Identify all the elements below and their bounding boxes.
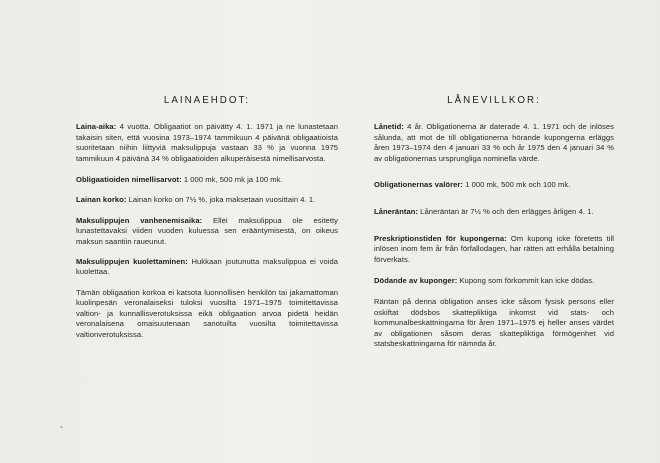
term-text: Om kupong icke företetts till inlösen inom fem år från förfallodagen, har rätten att erhålla betalning förverkats. [374, 233, 614, 264]
tax-paragraph [76, 288, 338, 340]
finnish-heading: LAINAEHDOT: [163, 95, 251, 106]
term-text: Kupong som förkommit kan icke dödas. [457, 276, 595, 286]
term-text: 4 år. Obligationerna är daterade 4. 1. 1971 och de inlöses sålunda, att mot de till obligationerna hörande kupongerna erläggs åren 1973–1974 den 4 januari 33 % och år 1975 den 4 januari 34 % av obligationernas ursprungliga nominella värde. [374, 122, 614, 163]
term-label: Obligaatioiden nimellisarvot: [76, 175, 182, 185]
coupon-cancellation-paragraph [374, 276, 614, 286]
term-label: Lainan korko: [76, 195, 127, 205]
paper-speck [60, 426, 63, 428]
term-text: 1 000 mk, 500 mk och 100 mk. [462, 180, 571, 190]
term-label: Låneräntan: [374, 207, 419, 217]
term-label: Lånetid: [374, 122, 404, 132]
nominal-values-paragraph [374, 180, 614, 190]
term-text: Tämän obligaation korkoa ei katsota luonnollisen henkilön tai jakamattoman kuolinpesän veronalaiseksi tuloksi vuosilta 1971–1975 toimitettavissa valtion- ja kunnallisverotuksissa eikä obligaation arvoa pidetä heidän veronalaisena omaisuutenaan sanotuilta vuosilta toimitettavissa valtionverotuksissa. [76, 287, 338, 339]
term-text: Hukkaan joutunutta maksulippua ei voida kuolettaa. [76, 257, 338, 277]
term-label: Dödande av kuponger: [374, 276, 458, 286]
term-label: Maksulippujen vanhenemisaika: [76, 215, 203, 225]
term-text: Ellei maksulippua ole esitetty lunastettavaksi viiden vuoden kuluessa sen erääntymisestä, on oikeus maksun saantiin raueunut. [76, 215, 338, 246]
tax-paragraph [374, 297, 614, 349]
finnish-terms-column [76, 96, 338, 350]
swedish-heading: LÅNEVILLKOR: [447, 95, 541, 106]
term-label: Obligationernas valörer: [374, 180, 463, 190]
term-label: Maksulippujen kuolettaminen: [76, 257, 188, 267]
coupon-expiry-paragraph [374, 234, 614, 265]
term-text: 1 000 mk, 500 mk ja 100 mk. [181, 175, 283, 185]
term-text: Lainan korko on 7½ %, joka maksetaan vuosittain 4. 1. [126, 195, 316, 205]
term-text: 4 vuotta. Obligaatiot on päivätty 4. 1. 1971 ja ne lunastetaan takaisin siten, että vuosina 1973–1974 tammikuun 4 päivänä obligaatioista suoritetaan niihin liittyviä maksulippuja vastaan 33 % ja vuonna 1975 tammikuun 4 päivänä 34 % obligaatioiden alkuperäisestä nimellisarvosta. [76, 122, 338, 163]
term-text: Räntan på denna obligation anses icke såsom fysisk persons eller oskiftat dödsbos skattepliktiga inkomst vid stats- och kommunalbeskattningarna för åren 1971–1975 ej heller anses värdet av obligationen såsom deras skattepliktiga förmögenhet vid statsbeskattningarna för nämnda år. [374, 297, 614, 349]
term-text: Låneräntan är 7½ % och den erlägges årligen 4. 1. [418, 207, 594, 217]
coupon-cancellation-paragraph [76, 257, 338, 278]
coupon-expiry-paragraph [76, 216, 338, 247]
interest-paragraph [76, 195, 338, 205]
loan-period-paragraph [76, 122, 338, 164]
term-label: Laina-aika: [76, 122, 117, 132]
nominal-values-paragraph [76, 175, 338, 185]
loan-period-paragraph [374, 122, 614, 164]
term-label: Preskriptionstiden för kupongerna: [374, 233, 507, 243]
swedish-terms-column [374, 96, 614, 360]
interest-paragraph [374, 207, 614, 217]
